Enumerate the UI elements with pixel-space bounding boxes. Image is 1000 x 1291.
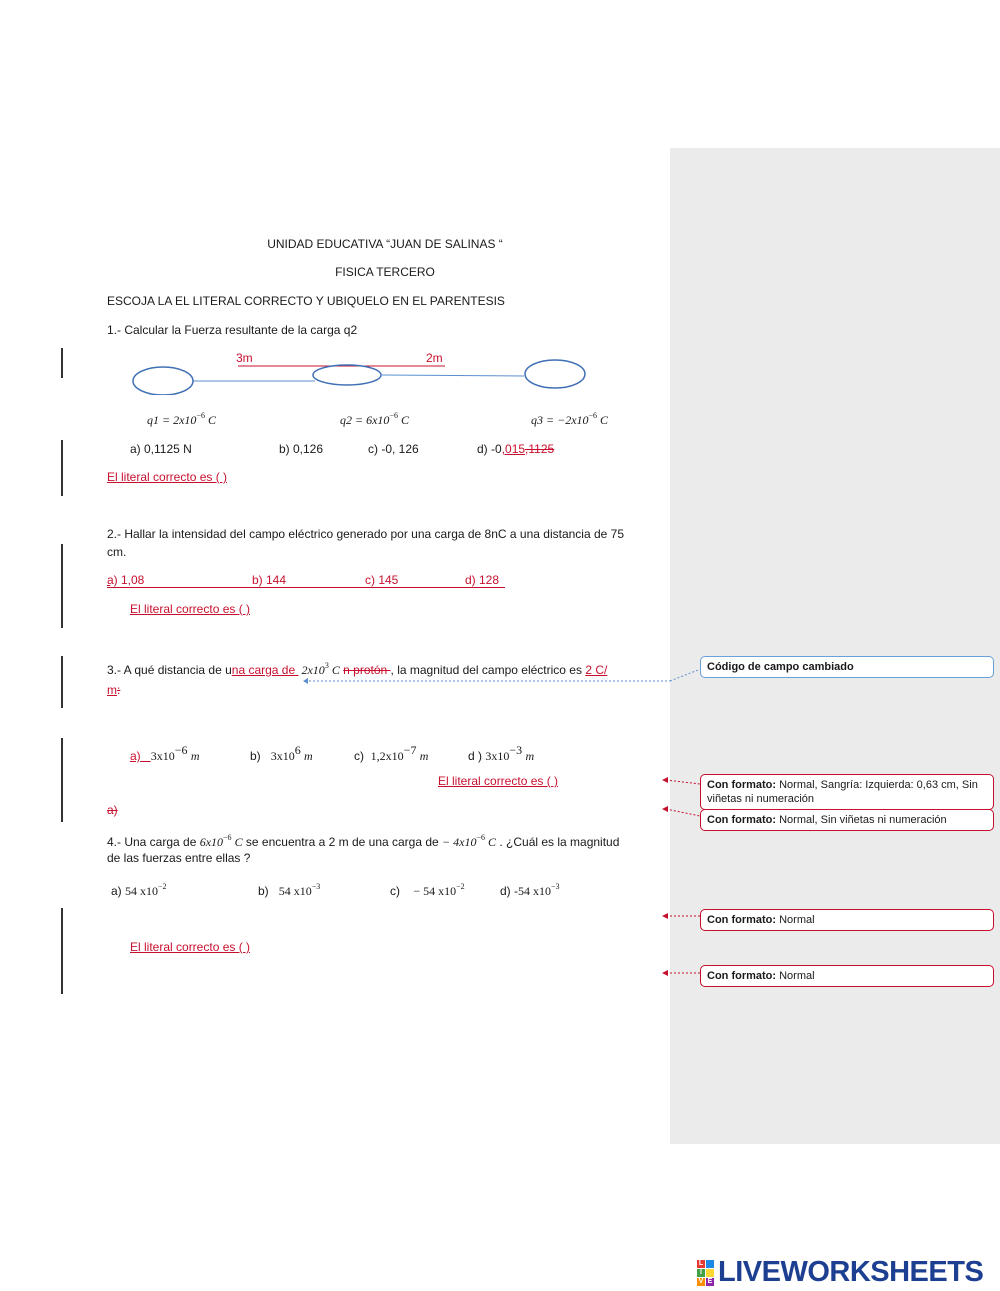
comment-connector [300, 670, 700, 690]
q4-prompt-line2: de las fuerzas entre ellas ? [107, 851, 251, 865]
change-bar [61, 544, 63, 628]
q2-prompt-line2: cm. [107, 545, 127, 559]
distance-2m: 2m [426, 351, 443, 365]
q2-answer[interactable]: El literal correcto es ( ) [130, 602, 251, 616]
liveworksheets-wordmark: LIVEWORKSHEETS [718, 1256, 984, 1288]
q3-answer[interactable]: El literal correcto es ( ) [438, 774, 559, 788]
q1-answer[interactable]: El literal correcto es ( ) [107, 470, 228, 484]
q3-option-d: d ) $3x10^{-3}$ m [468, 743, 535, 763]
q3-prompt: 3.- A qué distancia de una carga de $2x10^3$ C n protón , la magnitud del campo eléctrico es 2 C/ [107, 661, 608, 677]
charge-q1: $q1 = 2x10^{-6}$ C [147, 411, 216, 427]
liveworksheets-icon: L I V E [698, 1259, 713, 1285]
charge-q3-circle [525, 360, 585, 388]
q4-answer[interactable]: El literal correcto es ( ) [130, 940, 251, 954]
q3-prompt-line2: m: [107, 683, 121, 697]
link-line-2 [382, 375, 524, 376]
q1-option-b: b) 0,126 [279, 442, 324, 456]
q2-prompt-line1: 2.- Hallar la intensidad del campo eléctrico generado por una carga de 8nC a una distancia de 75 [107, 527, 624, 541]
q4-option-c: c) − 54 $x10^{-2}$ [390, 882, 465, 898]
q3-deleted-option: a) [107, 803, 118, 817]
school-title: UNIDAD EDUCATIVA “JUAN DE SALINAS “ [267, 237, 503, 251]
distance-3m: 3m [236, 351, 253, 365]
charge-q1-circle [133, 367, 193, 395]
comment-format-no-bullets[interactable]: Con formato: Normal, Sin viñetas ni numeración [700, 809, 994, 831]
change-bar [61, 656, 63, 708]
subject-title: FISICA TERCERO [335, 265, 435, 279]
q4-option-b: b) 54 $x10^{-3}$ [258, 882, 321, 898]
liveworksheets-logo [697, 1256, 983, 1289]
q1-option-c: c) -0, 126 [368, 442, 419, 456]
comment-format-normal[interactable]: Con formato: Normal [700, 909, 994, 931]
charge-q2-circle [313, 365, 381, 385]
change-bar [61, 348, 63, 378]
change-bar [61, 908, 63, 994]
comment-format-normal-2[interactable]: Con formato: Normal [700, 965, 994, 987]
comment-arrows [658, 772, 702, 992]
change-bar [61, 738, 63, 822]
q1-option-a: a) 0,1125 N [130, 442, 192, 456]
q4-option-d: d) -54 $x10^{-3}$ [500, 882, 560, 898]
q1-option-d: d) -0,015,1125 [477, 442, 555, 456]
charge-q2: $q2 = 6x10^{-6}$ C [340, 411, 409, 427]
instruction: ESCOJA LA EL LITERAL CORRECTO Y UBIQUELO EN EL PARENTESIS [107, 294, 505, 308]
q1-prompt: 1.- Calcular la Fuerza resultante de la carga q2 [107, 323, 358, 337]
q4-prompt: 4.- Una carga de $6x10^{-6}$ C se encuentra a 2 m de una carga de − $4x10^{-6}$ C . ¿Cuál es la magnitud [107, 833, 620, 849]
change-bar [61, 440, 63, 496]
q3-option-a: a) $3x10^{-6}$ m [130, 743, 200, 763]
q4-option-a: a) 54 $x10^{-2}$ [111, 882, 167, 898]
q3-option-c: c) $1,2x10^{-7}$ m [354, 743, 429, 763]
charges-diagram [120, 345, 600, 395]
q2-options-underline [107, 587, 505, 588]
q2-options: a) 1,08 b) 144 c) 145 d) 128 [107, 573, 500, 587]
q3-option-b: b) $3x10^6$ m [250, 743, 313, 763]
comment-margin [670, 148, 1000, 1144]
comment-field-code-changed[interactable]: Código de campo cambiado [700, 656, 994, 678]
comment-format-indent[interactable]: Con formato: Normal, Sangría: Izquierda: 0,63 cm, Sin viñetas ni numeración [700, 774, 994, 810]
charge-q3: $q3 = -2x10^{-6}$ C [531, 411, 609, 427]
